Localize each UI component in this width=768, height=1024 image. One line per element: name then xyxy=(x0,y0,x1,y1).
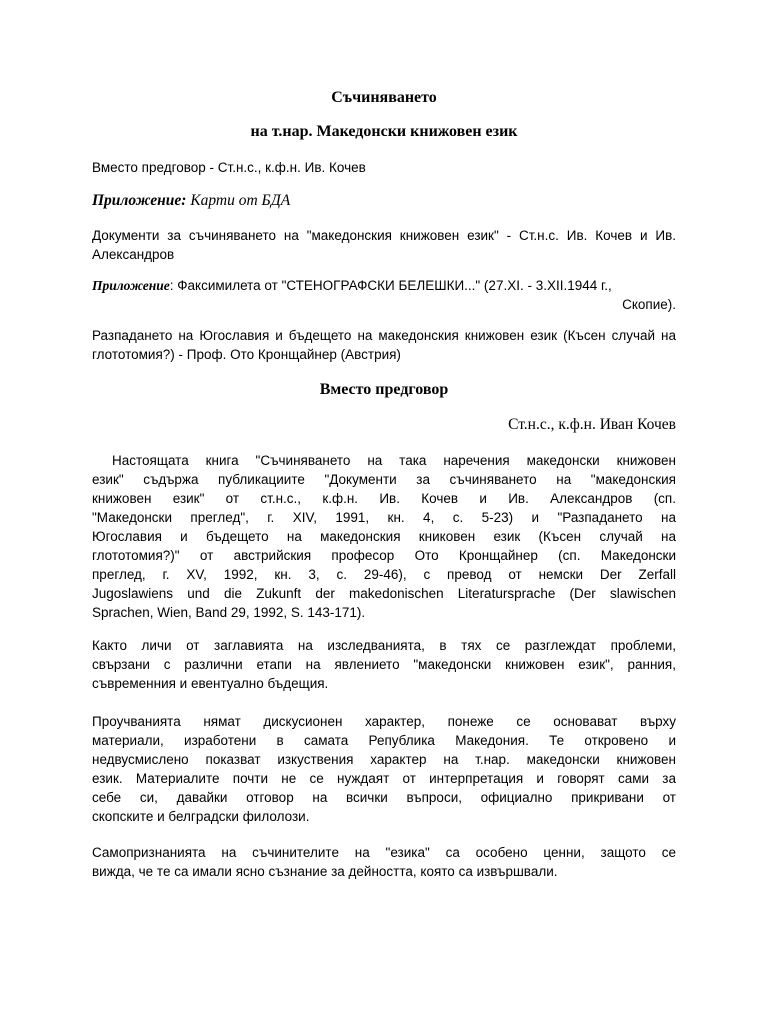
contents-item-documents xyxy=(92,226,676,264)
paragraph-line: вижда, че те са имали ясно съзнание за дейността, която са извършвали. xyxy=(92,864,558,879)
paragraph-line: Югославия и бъдещето на македонския книковен език (Късен случай на xyxy=(92,529,676,544)
title-line-1: Съчиняването xyxy=(331,89,437,106)
contents-item-foreword: Вместо предговор - Ст.н.с., к.ф.н. Ив. Кочев xyxy=(92,160,366,175)
paragraph-line: "Македонски преглед", г. XIV, 1991, кн. 4, с. 5-23) и "Разпадането на xyxy=(92,510,676,525)
contents-appendix-maps xyxy=(92,191,676,210)
paragraph-1 xyxy=(92,451,676,622)
contents-item-disintegration-line-2: глототомия?) - Проф. Ото Кронщайнер (Австрия) xyxy=(92,347,401,362)
paragraph-line: Самопризнанията на съчинителите на "езика" са особено ценни, защото се xyxy=(92,845,676,860)
paragraph-line: глототомия?)" от австрийския професор Ото Кронщайнер (сп. Македонски xyxy=(92,548,676,563)
contents-item-disintegration-line-1: Разпадането на Югославия и бъдещето на македонския книжовен език (Късен случай на xyxy=(92,328,676,343)
paragraph-line: книжовен език" от ст.н.с., к.ф.н. Ив. Кочев и Ив. Александров (сп. xyxy=(92,491,676,506)
section-heading: Вместо предговор xyxy=(319,381,449,398)
paragraph-line: материали, изработени в самата Република Македония. Те откровено и xyxy=(92,733,676,748)
appendix-label: Приложение: xyxy=(92,192,187,209)
paragraph-line: скопските и белградски филолози. xyxy=(92,809,310,824)
paragraph-line: Както личи от заглавията на изследванията, в тях се разглеждат проблеми, xyxy=(92,638,676,653)
paragraph-2 xyxy=(92,636,676,693)
paragraph-line: съвременния и евентуално бъдещия. xyxy=(92,676,329,691)
paragraph-line: Настоящата книга "Съчиняването на така наречения македонски книжовен xyxy=(112,453,676,468)
paragraph-line: преглед, г. XV, 1992, кн. 3, с. 29-46), с превод от немски Der Zerfall xyxy=(92,567,676,582)
paragraph-line: Проучванията нямат дискусионен характер, понеже се основават върху xyxy=(92,714,676,729)
paragraph-line: себе си, давайки отговор на всички въпроси, официално прикривани от xyxy=(92,790,676,805)
contents-item-documents-line-2: Александров xyxy=(92,247,175,262)
appendix-text: Карти от БДА xyxy=(190,192,291,209)
title-line-2: на т.нар. Македонски книжовен език xyxy=(250,123,518,140)
paragraph-line: Sprachen, Wien, Band 29, 1992, S. 143-171). xyxy=(92,605,366,620)
appendix-text-2-line-1: : Факсимилета от "СТЕНОГРАФСКИ БЕЛЕШКИ..." (27.XI. - 3.XII.1944 г., xyxy=(169,278,612,293)
contents-item-documents-line-1: Документи за съчиняването на "македонския книжовен език" - Ст.н.с. Ив. Кочев и Ив. xyxy=(92,228,676,243)
paragraph-line: свързани с различни етапи на явлението "македонски книжовен език", ранния, xyxy=(92,657,676,672)
paragraph-line: език" съдържа публикациите "Документи за съчиняването на "македонския xyxy=(92,472,676,487)
foreword-author: Ст.н.с., к.ф.н. Иван Кочев xyxy=(508,416,676,433)
paragraph-line: език. Материалите почти не се нуждаят от интерпретация и говорят сами за xyxy=(92,771,676,786)
contents-appendix-facsimiles xyxy=(92,276,676,314)
paragraph-4 xyxy=(92,843,676,881)
appendix-label-2: Приложение xyxy=(92,278,170,293)
paragraph-3 xyxy=(92,712,676,826)
paragraph-line: Jugoslawiens und die Zukunft der makedonischen Literatursprache (Der slawischen xyxy=(92,586,676,601)
contents-item-disintegration xyxy=(92,326,676,364)
paragraph-line: недвусмислено показват изкуствения характер на т.нар. македонски книжовен xyxy=(92,752,676,767)
appendix-text-2-line-2: Скопие). xyxy=(622,297,676,312)
